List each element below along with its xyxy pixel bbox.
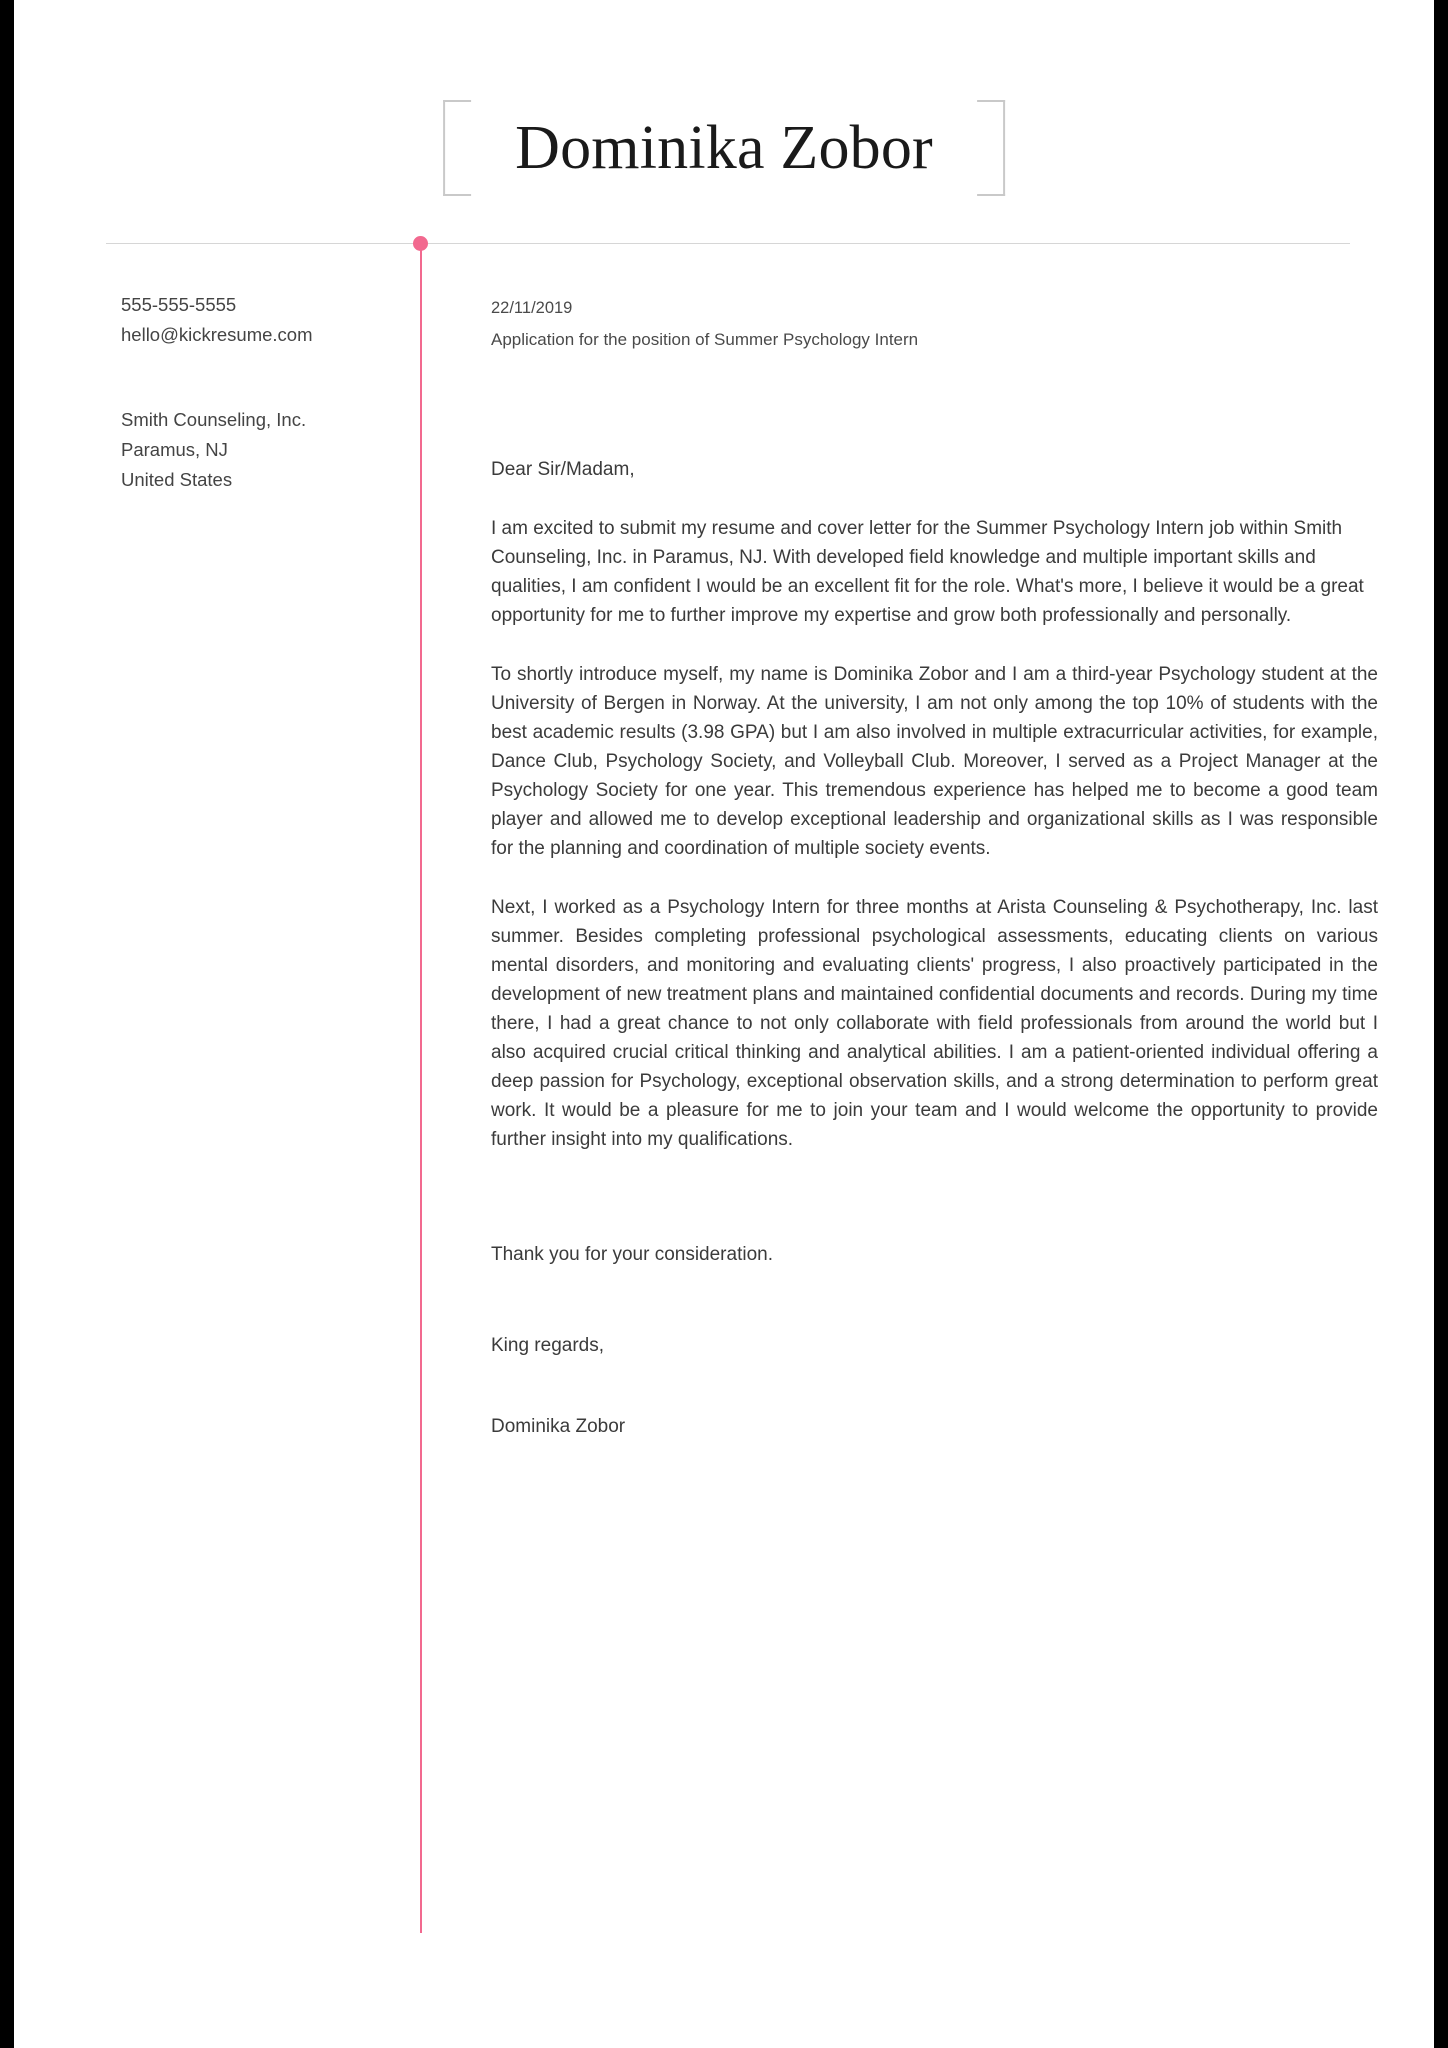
letter-date: 22/11/2019 (491, 299, 573, 317)
recipient-city: Paramus, NJ (121, 439, 228, 460)
letter-paragraph: Next, I worked as a Psychology Intern for three months at Arista Counseling & Psychotherapy, Inc. last summer. Besides completing professional psychological assessments, educating clients on various mental disorders, and monitoring and evaluating clients' progress, I also proactively participated in the development of new treatment plans and maintained confidential documents and records. During my time there, I had a great chance to not only collaborate with field professionals from around the world but I also acquired crucial critical thinking and analytical abilities. I am a patient-oriented individual offering a deep passion for Psychology, exceptional observation skills, and a strong determination to perform great work. It would be a pleasure for me to join your team and I would welcome the opportunity to provide further insight into my qualifications. (491, 897, 1378, 1150)
name-bracket-group (443, 100, 1005, 196)
letter-regards: King regards, (491, 1335, 605, 1356)
letter-paragraph: I am excited to submit my resume and cover letter for the Summer Psychology Intern job within Smith Counseling, Inc. in Paramus, NJ. With developed field knowledge and multiple important skills and qualities, I am confident I would be an excellent fit for the role. What's more, I believe it would be a great opportunity for me to further improve my expertise and grow both professionally and personally. (491, 518, 1364, 626)
letter-paragraph: To shortly introduce myself, my name is Dominika Zobor and I am a third-year Psychology student at the University of Bergen in Norway. At the university, I am not only among the top 10% of students with the best academic results (3.98 GPA) but I am also involved in multiple extracurricular activities, for example, Dance Club, Psychology Society, and Volleyball Club. Moreover, I served as a Project Manager at the Psychology Society for one year. This tremendous experience has helped me to become a good team player and allowed me to develop exceptional leadership and organizational skills as I was responsible for the planning and coordination of multiple society events. (491, 664, 1378, 859)
letter-salutation: Dear Sir/Madam, (491, 459, 635, 480)
contact-email: hello@kickresume.com (121, 324, 313, 345)
letter-signature: Dominika Zobor (491, 1416, 626, 1437)
recipient-block (121, 405, 386, 495)
contact-phone: 555-555-5555 (121, 294, 237, 315)
letter-header (14, 0, 1434, 248)
sidebar (121, 290, 386, 495)
accent-vertical-rule (420, 243, 422, 1933)
contact-block (121, 290, 386, 350)
letter-subject: Application for the position of Summer Psychology Intern (491, 330, 919, 349)
recipient-company: Smith Counseling, Inc. (121, 409, 307, 430)
letter-body (491, 293, 1378, 1441)
bracket-left-decoration (443, 100, 471, 196)
page-title: Dominika Zobor (515, 114, 933, 182)
header-divider (106, 243, 1350, 244)
letter-thanks: Thank you for your consideration. (491, 1244, 773, 1265)
letter-meta (491, 293, 1378, 355)
recipient-country: United States (121, 469, 233, 490)
bracket-right-decoration (977, 100, 1005, 196)
